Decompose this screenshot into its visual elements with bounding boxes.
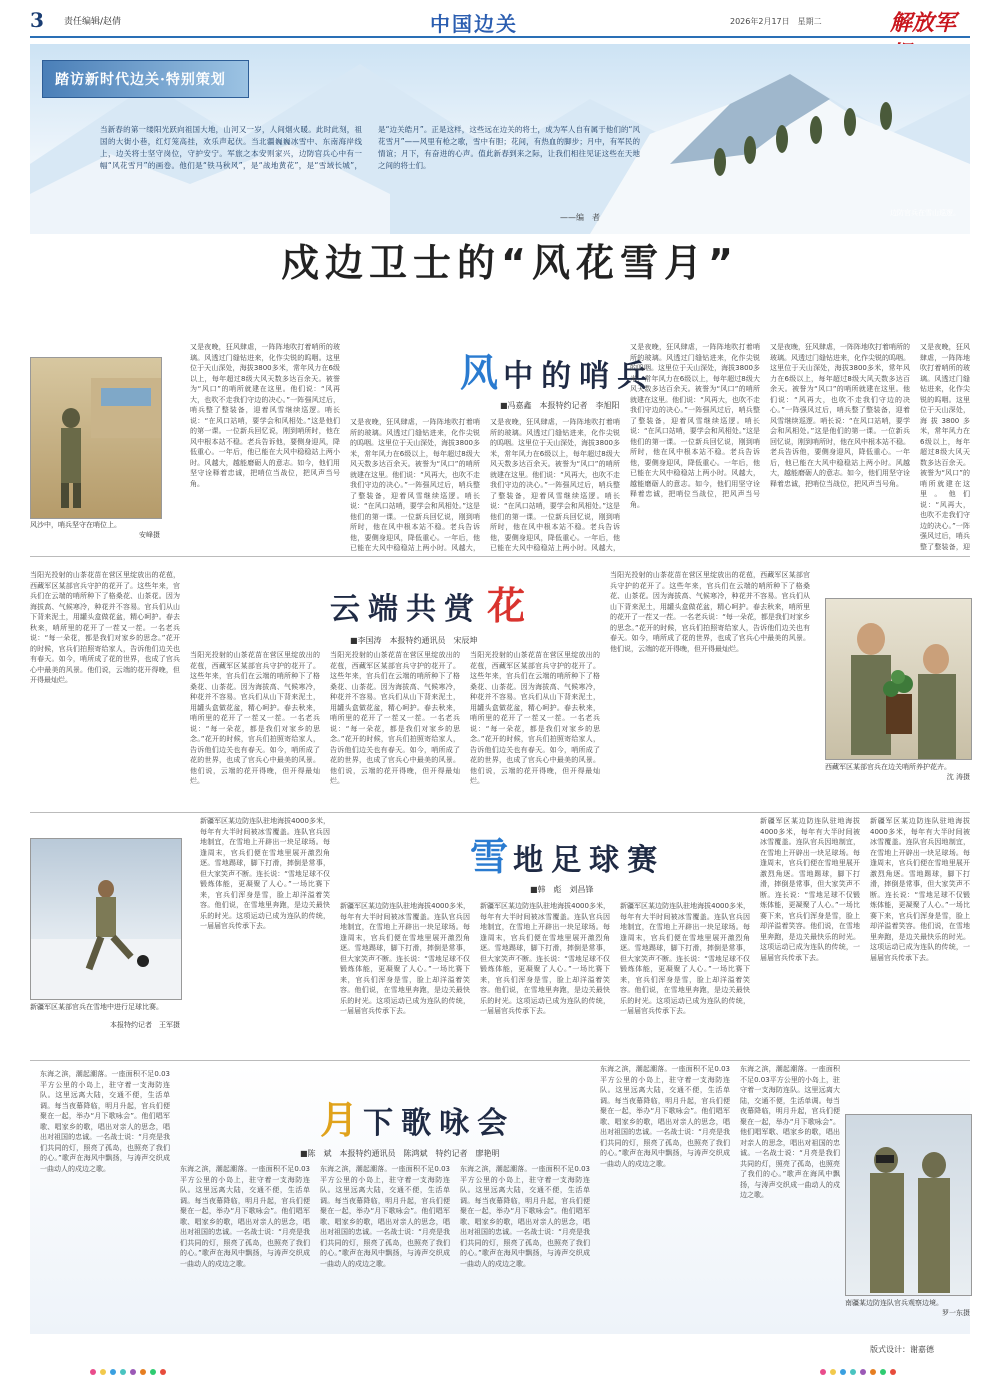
wind-heading-title: 中的哨兵 xyxy=(503,359,656,394)
flower-body-col-4: 当阳光投射的山茶花苗在营区里绽放出的花苞，西藏军区某部官兵守护的花开了。这些年来，官兵们在云端的哨所种下了格桑花、山茶花。因为海拔高、气候寒冷，种花并不容易。官兵们从山下背来泥土，用罐头盒做花盆，精心呵护。春去秋来，哨所里的花开了一茬又一茬。一名老兵说：“每一朵花，都是我们对家乡的思念。”花开的时候，官兵们拍照寄给家人，告诉他们边关也有春天。如今，哨所成了花的世界，也成了官兵心中最美的风景。他们说，云端的花开得晚，但开得最灿烂。 xyxy=(470,651,600,785)
section-name: 中国边关 xyxy=(430,12,518,36)
wind-body-col-5: 又是夜晚，狂风肆虐，一阵阵地吹打着哨所的玻璃。风透过门缝钻进来，化作尖锐的呜咽。这里位于天山深处，海拔3800多米，常年风力在6级以上，每年超过8级大风天数多达百余天。被誉为“风口”的哨所就建在这里。他们说：“风再大，也吹不走我们守边的决心。”一阵强风过后，哨兵整了整装备，迎着风雪继续巡逻。哨长说：“在风口站哨，要学会和风相处。”这是他们的第一课。一位新兵回忆说，刚到哨所时，他在风中根本站不稳。老兵告诉他，要侧身迎风，降低重心。一年后，他已能在大风中稳稳站上两小时。风越大，越能磨砺人的意志。如今，他们用坚守诠释着忠诚，把哨位当战位，把风声当号角。 xyxy=(770,343,910,488)
moon-body-col-6: 东海之滨，潮起潮落。一座面积不足0.03平方公里的小岛上，驻守着一支海防连队。这里远离大陆，交通不便，生活单调。每当夜幕降临，明月升起，官兵们便聚在一起，举办“月下歌咏会”。他们唱军歌、唱家乡的歌，唱出对亲人的思念，唱出对祖国的忠诚。一名战士说：“月亮是我们共同的灯，照亮了孤岛，也照亮了我们的心。”歌声在海风中飘扬，与涛声交织成一曲动人的戍边之歌。 xyxy=(740,1065,840,1199)
moon-body-col-1: 东海之滨，潮起潮落。一座面积不足0.03平方公里的小岛上，驻守着一支海防连队。这里远离大陆，交通不便，生活单调。每当夜幕降临，明月升起，官兵们便聚在一起，举办“月下歌咏会”。他们唱军歌、唱家乡的歌，唱出对亲人的思念，唱出对祖国的忠诚。一名战士说：“月亮是我们共同的灯，照亮了孤岛，也照亮了我们的心。”歌声在海风中飘扬，与涛声交织成一曲动人的戍边之歌。 xyxy=(40,1070,170,1173)
snow-heading-title: 地足球赛 xyxy=(513,843,666,878)
section-divider xyxy=(30,812,970,813)
wind-sentry-photo xyxy=(30,357,162,519)
wind-body-col-1: 又是夜晚，狂风肆虐，一阵阵地吹打着哨所的玻璃。风透过门缝钻进来，化作尖锐的呜咽。这里位于天山深处，海拔3800多米，常年风力在6级以上，每年超过8级大风天数多达百余天。被誉为“风口”的哨所就建在这里。他们说：“风再大，也吹不走我们守边的决心。”一阵强风过后，哨兵整了整装备，迎着风雪继续巡逻。哨长说：“在风口站哨，要学会和风相处。”这是他们的第一课。一位新兵回忆说，刚到哨所时，他在风中根本站不稳。老兵告诉他，要侧身迎风，降低重心。一年后，他已能在大风中稳稳站上两小时。风越大，越能磨砺人的意志。如今，他们用坚守诠释着忠诚，把哨位当战位，把风声当号角。 xyxy=(190,343,340,488)
moon-heading-title: 下歌咏会 xyxy=(363,1106,516,1141)
page-number: 3 xyxy=(30,8,44,32)
page-header xyxy=(30,8,970,38)
moon-heading-char: 月 xyxy=(320,1097,359,1142)
moon-soldiers-photo xyxy=(845,1114,972,1296)
wind-photo-credit: 安峰摄 xyxy=(139,531,160,539)
snow-body-col-4: 新疆军区某边防连队驻地海拔4000多米，每年有大半时间被冰雪覆盖。连队官兵因地制宜，在雪地上开辟出一块足球场。每逢周末，官兵们便在雪地里展开激烈角逐。雪地踢球，脚下打滑，摔倒是常事，但大家笑声不断。连长说：“雪地足球不仅锻炼体能，更凝聚了人心。”一场比赛下来，官兵们浑身是雪，脸上却洋溢着笑容。他们说，在雪地里奔跑，是边关最快乐的时光。这项运动已成为连队的传统，一届届官兵传承下去。 xyxy=(620,902,750,1015)
flower-photo-caption: 西藏军区某部官兵在边关哨所养护花卉。 xyxy=(825,763,951,771)
moon-byline: ■陈 斌 本报特约通讯员 陈鸿斌 特约记者 廖艳明 xyxy=(300,1149,500,1158)
snow-body-col-3: 新疆军区某边防连队驻地海拔4000多米，每年有大半时间被冰雪覆盖。连队官兵因地制宜，在雪地上开辟出一块足球场。每逢周末，官兵们便在雪地里展开激烈角逐。雪地踢球，脚下打滑，摔倒是常事，但大家笑声不断。连长说：“雪地足球不仅锻炼体能，更凝聚了人心。”一场比赛下来，官兵们浑身是雪，脸上却洋溢着笑容。他们说，在雪地里奔跑，是边关最快乐的时光。这项运动已成为连队的传统，一届届官兵传承下去。 xyxy=(480,902,610,1015)
snow-photo-credit: 本报特约记者 王军摄 xyxy=(110,1021,180,1029)
intro-byline: ——编 者 xyxy=(560,213,600,222)
moon-photo-caption: 南疆某边防连队官兵观察边境。 xyxy=(845,1299,943,1307)
moon-body-col-4: 东海之滨，潮起潮落。一座面积不足0.03平方公里的小岛上，驻守着一支海防连队。这里远离大陆，交通不便，生活单调。每当夜幕降临，明月升起，官兵们便聚在一起，举办“月下歌咏会”。他们唱军歌、唱家乡的歌，唱出对亲人的思念，唱出对祖国的忠诚。一名战士说：“月亮是我们共同的灯，照亮了孤岛，也照亮了我们的心。”歌声在海风中飘扬，与涛声交织成一曲动人的戍边之歌。 xyxy=(460,1165,590,1268)
snow-byline: ■韩 彪 刘昌锋 xyxy=(530,885,594,894)
main-headline: 戍边卫士的“风花雪月” xyxy=(281,241,739,285)
flower-body-col-1: 当阳光投射的山茶花苗在营区里绽放出的花苞，西藏军区某部官兵守护的花开了。这些年来，官兵们在云端的哨所种下了格桑花、山茶花。因为海拔高、气候寒冷，种花并不容易。官兵们从山下背来泥土，用罐头盒做花盆，精心呵护。春去秋来，哨所里的花开了一茬又一茬。一名老兵说：“每一朵花，都是我们对家乡的思念。”花开的时候，官兵们拍照寄给家人，告诉他们边关也有春天。如今，哨所成了花的世界，也成了官兵心中最美的风景。他们说，云端的花开得晚，但开得最灿烂。 xyxy=(30,571,180,684)
feature-banner xyxy=(30,44,970,234)
color-register-dots-right xyxy=(820,1360,900,1379)
design-credit: 版式设计：谢嘉德 xyxy=(870,1345,934,1354)
section-flower xyxy=(30,560,970,810)
section-wind xyxy=(30,282,970,552)
moon-body-col-2: 东海之滨，潮起潮落。一座面积不足0.03平方公里的小岛上，驻守着一支海防连队。这里远离大陆，交通不便，生活单调。每当夜幕降临，明月升起，官兵们便聚在一起，举办“月下歌咏会”。他们唱军歌、唱家乡的歌，唱出对亲人的思念，唱出对祖国的忠诚。一名战士说：“月亮是我们共同的灯，照亮了孤岛，也照亮了我们的心。”歌声在海风中飘扬，与涛声交织成一曲动人的戍边之歌。 xyxy=(180,1165,310,1268)
wind-body-col-6: 又是夜晚，狂风肆虐，一阵阵地吹打着哨所的玻璃。风透过门缝钻进来，化作尖锐的呜咽。这里位于天山深处，海拔3800多米，常年风力在6级以上，每年超过8级大风天数多达百余天。被誉为“风口”的哨所就建在这里。他们说：“风再大，也吹不走我们守边的决心。”一阵强风过后，哨兵整了整装备，迎 xyxy=(920,343,970,551)
snow-body-col-6: 新疆军区某边防连队驻地海拔4000多米，每年有大半时间被冰雪覆盖。连队官兵因地制宜，在雪地上开辟出一块足球场。每逢周末，官兵们便在雪地里展开激烈角逐。雪地踢球，脚下打滑，摔倒是常事，但大家笑声不断。连长说：“雪地足球不仅锻炼体能，更凝聚了人心。”一场比赛下来，官兵们浑身是雪，脸上却洋溢着笑容。他们说，在雪地里奔跑，是边关最快乐的时光。这项运动已成为连队的传统，一届届官兵传承下去。 xyxy=(870,817,970,962)
flower-heading-title: 云端共赏 xyxy=(330,592,482,627)
snow-heading xyxy=(470,826,770,886)
editor-credit: 责任编辑/赵倩 xyxy=(64,17,122,27)
flower-body-col-5: 当阳光投射的山茶花苗在营区里绽放出的花苞，西藏军区某部官兵守护的花开了。这些年来，官兵们在云端的哨所种下了格桑花、山茶花。因为海拔高、气候寒冷，种花并不容易。官兵们从山下背来泥土，用罐头盒做花盆，精心呵护。春去秋来，哨所里的花开了一茬又一茬。一名老兵说：“每一朵花，都是我们对家乡的思念。”花开的时候，官兵们拍照寄给家人，告诉他们边关也有春天。如今，哨所成了花的世界，也成了官兵心中最美的风景。他们说，云端的花开得晚，但开得最灿烂。 xyxy=(610,571,810,653)
moon-photo-credit: 罗一东摄 xyxy=(942,1309,970,1317)
flower-heading xyxy=(330,575,630,635)
wind-body-col-3: 又是夜晚，狂风肆虐，一阵阵地吹打着哨所的玻璃。风透过门缝钻进来，化作尖锐的呜咽。这里位于天山深处，海拔3800多米，常年风力在6级以上，每年超过8级大风天数多达百余天。被誉为“风口”的哨所就建在这里。他们说：“风再大，也吹不走我们守边的决心。”一阵强风过后，哨兵整了整装备，迎着风雪继续巡逻。哨长说：“在风口站哨，要学会和风相处。”这是他们的第一课。一位新兵回忆说，刚到哨所时，他在风中根本站不稳。老兵告诉他，要侧身迎风，降低重心。一年后，他已能在大风中稳稳站上两小时。风越大， xyxy=(490,418,620,552)
wind-byline: ■冯嘉鑫 本报特约记者 李旭阳 xyxy=(500,401,620,410)
moon-heading xyxy=(320,1089,620,1149)
section-divider xyxy=(30,556,970,557)
series-tag-label: 踏访新时代边关·特别策划 xyxy=(55,72,226,88)
banner-photo-caption: 边防官兵在雪山巡逻。 xyxy=(890,209,960,217)
flower-byline: ■李国涛 本报特约通讯员 宋辰坤 xyxy=(350,636,478,645)
snow-football-photo xyxy=(30,838,182,1000)
newspaper-masthead: 解放军 xyxy=(890,10,957,36)
snow-body-col-1: 新疆军区某边防连队驻地海拔4000多米，每年有大半时间被冰雪覆盖。连队官兵因地制宜，在雪地上开辟出一块足球场。每逢周末，官兵们便在雪地里展开激烈角逐。雪地踢球，脚下打滑，摔倒是常事，但大家笑声不断。连长说：“雪地足球不仅锻炼体能，更凝聚了人心。”一场比赛下来，官兵们浑身是雪，脸上却洋溢着笑容。他们说，在雪地里奔跑，是边关最快乐的时光。这项运动已成为连队的传统，一届届官兵传承下去。 xyxy=(200,817,330,930)
publication-date: 2026年2月17日 星期二 xyxy=(730,17,822,26)
snow-body-col-5: 新疆军区某边防连队驻地海拔4000多米，每年有大半时间被冰雪覆盖。连队官兵因地制宜，在雪地上开辟出一块足球场。每逢周末，官兵们便在雪地里展开激烈角逐。雪地踢球，脚下打滑，摔倒是常事，但大家笑声不断。连长说：“雪地足球不仅锻炼体能，更凝聚了人心。”一场比赛下来，官兵们浑身是雪，脸上却洋溢着笑容。他们说，在雪地里奔跑，是边关最快乐的时光。这项运动已成为连队的传统，一届届官兵传承下去。 xyxy=(760,817,860,962)
snow-heading-char: 雪 xyxy=(470,834,509,879)
flower-photo-credit: 沈 涛摄 xyxy=(946,773,970,781)
wind-photo-caption: 风沙中，哨兵坚守在哨位上。 xyxy=(30,521,121,529)
wind-heading-char: 风 xyxy=(460,350,499,395)
section-snow xyxy=(30,816,970,1056)
series-tag xyxy=(42,60,249,98)
editor-intro: 当新春的第一缕阳光跃向祖国大地，山河又一岁，人间烟火暖。此时此刻，祖国的大街小巷，红灯笼高挂，欢乐声起伏。当北疆巍巍冰雪中、东南海岸线上，边关将士坚守岗位，守护安宁。军旅之本安则家兴，边防官兵心中有一幅“风花雪月”的画卷。他们是“铁马秋风”，是“战地黄花”，是“雪域长城”，是“边关皓月”。正是这样，这些远在边关的将士，成为军人自有属于他们的“风花雪月”——风里有枪之歌，雪中有胆；花间，有热血的脚步；月中，有军民的情谊；月下，有奋进的心声。值此新春到来之际，让我们相往见证这些在天地之间的将士们。 xyxy=(100,125,640,170)
color-register-dots-left xyxy=(90,1360,170,1379)
flower-body-col-2: 当阳光投射的山茶花苗在营区里绽放出的花苞，西藏军区某部官兵守护的花开了。这些年来，官兵们在云端的哨所种下了格桑花、山茶花。因为海拔高、气候寒冷，种花并不容易。官兵们从山下背来泥土，用罐头盒做花盆，精心呵护。春去秋来，哨所里的花开了一茬又一茬。一名老兵说：“每一朵花，都是我们对家乡的思念。”花开的时候，官兵们拍照寄给家人，告诉他们边关也有春天。如今，哨所成了花的世界，也成了官兵心中最美的风景。他们说，云端的花开得晚，但开得最灿烂。 xyxy=(190,651,320,785)
moon-body-col-3: 东海之滨，潮起潮落。一座面积不足0.03平方公里的小岛上，驻守着一支海防连队。这里远离大陆，交通不便，生活单调。每当夜幕降临，明月升起，官兵们便聚在一起，举办“月下歌咏会”。他们唱军歌、唱家乡的歌，唱出对亲人的思念，唱出对祖国的忠诚。一名战士说：“月亮是我们共同的灯，照亮了孤岛，也照亮了我们的心。”歌声在海风中飘扬，与涛声交织成一曲动人的戍边之歌。 xyxy=(320,1165,450,1268)
wind-body-col-2: 又是夜晚，狂风肆虐，一阵阵地吹打着哨所的玻璃。风透过门缝钻进来，化作尖锐的呜咽。这里位于天山深处，海拔3800多米，常年风力在6级以上，每年超过8级大风天数多达百余天。被誉为“风口”的哨所就建在这里。他们说：“风再大，也吹不走我们守边的决心。”一阵强风过后，哨兵整了整装备，迎着风雪继续巡逻。哨长说：“在风口站哨，要学会和风相处。”这是他们的第一课。一位新兵回忆说，刚到哨所时，他在风中根本站不稳。老兵告诉他，要侧身迎风，降低重心。一年后，他已能在大风中稳稳站上两小时。风越大， xyxy=(350,418,480,552)
wind-body-col-4: 又是夜晚，狂风肆虐，一阵阵地吹打着哨所的玻璃。风透过门缝钻进来，化作尖锐的呜咽。这里位于天山深处，海拔3800多米，常年风力在6级以上，每年超过8级大风天数多达百余天。被誉为“风口”的哨所就建在这里。他们说：“风再大，也吹不走我们守边的决心。”一阵强风过后，哨兵整了整装备，迎着风雪继续巡逻。哨长说：“在风口站哨，要学会和风相处。”这是他们的第一课。一位新兵回忆说，刚到哨所时，他在风中根本站不稳。老兵告诉他，要侧身迎风，降低重心。一年后，他已能在大风中稳稳站上两小时。风越大，越能磨砺人的意志。如今，他们用坚守诠释着忠诚，把哨位当战位，把风声当号角。 xyxy=(630,343,760,509)
flower-soldiers-photo xyxy=(825,598,972,760)
snow-photo-caption: 新疆军区某部官兵在雪地中进行足球比赛。 xyxy=(30,1003,163,1011)
section-moon xyxy=(30,1064,970,1334)
flower-heading-char: 花 xyxy=(487,583,526,628)
snow-body-col-2: 新疆军区某边防连队驻地海拔4000多米，每年有大半时间被冰雪覆盖。连队官兵因地制宜，在雪地上开辟出一块足球场。每逢周末，官兵们便在雪地里展开激烈角逐。雪地踢球，脚下打滑，摔倒是常事，但大家笑声不断。连长说：“雪地足球不仅锻炼体能，更凝聚了人心。”一场比赛下来，官兵们浑身是雪，脸上却洋溢着笑容。他们说，在雪地里奔跑，是边关最快乐的时光。这项运动已成为连队的传统，一届届官兵传承下去。 xyxy=(340,902,470,1015)
moon-body-col-5: 东海之滨，潮起潮落。一座面积不足0.03平方公里的小岛上，驻守着一支海防连队。这里远离大陆，交通不便，生活单调。每当夜幕降临，明月升起，官兵们便聚在一起，举办“月下歌咏会”。他们唱军歌、唱家乡的歌，唱出对亲人的思念，唱出对祖国的忠诚。一名战士说：“月亮是我们共同的灯，照亮了孤岛，也照亮了我们的心。”歌声在海风中飘扬，与涛声交织成一曲动人的戍边之歌。 xyxy=(600,1065,730,1168)
flower-body-col-3: 当阳光投射的山茶花苗在营区里绽放出的花苞，西藏军区某部官兵守护的花开了。这些年来，官兵们在云端的哨所种下了格桑花、山茶花。因为海拔高、气候寒冷，种花并不容易。官兵们从山下背来泥土，用罐头盒做花盆，精心呵护。春去秋来，哨所里的花开了一茬又一茬。一名老兵说：“每一朵花，都是我们对家乡的思念。”花开的时候，官兵们拍照寄给家人，告诉他们边关也有春天。如今，哨所成了花的世界，也成了官兵心中最美的风景。他们说，云端的花开得晚，但开得最灿烂。 xyxy=(330,651,460,785)
section-divider xyxy=(30,1060,970,1061)
